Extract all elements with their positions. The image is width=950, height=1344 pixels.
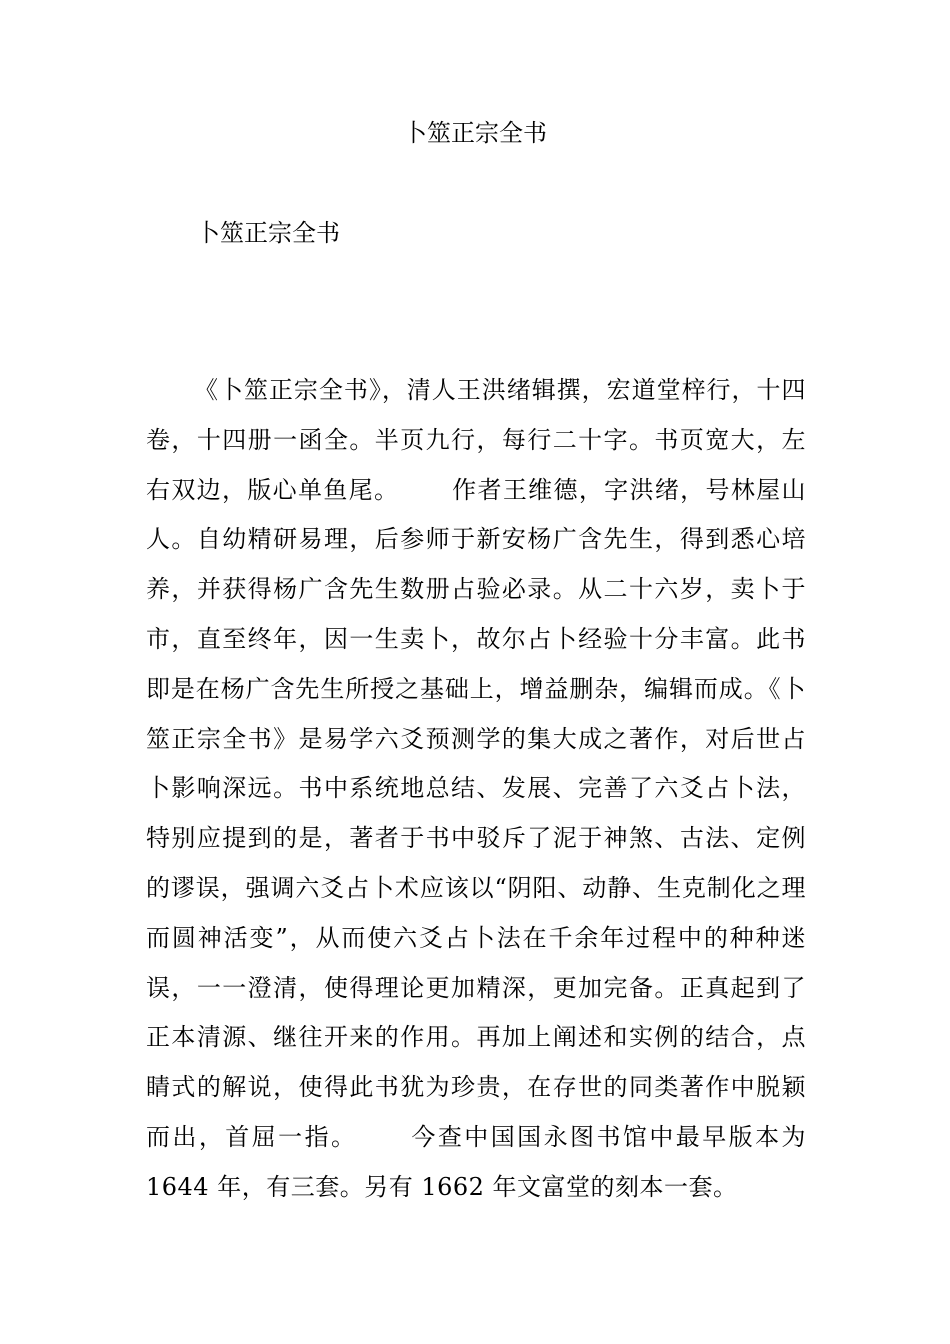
paragraph-intro: 《卜筮正宗全书》，清人王洪绪辑撰，宏道堂梓行，十四卷，十四册一函全。半页九行，每行二十字。书页宽大，左右双边，版心单鱼尾。: [146, 376, 806, 504]
paragraph-author: 作者王维德，字洪绪，号林屋山人。自幼精研易理，后参师于新安杨广含先生，得到悉心培养，并获得杨广含先生数册占验必录。从二十六岁，卖卜于市，直至终年，因一生卖卜，故尔占卜经验十分丰富。此书即是在杨广含先生所授之基础上，增益删杂，编辑而成。《卜筮正宗全书》是易学六爻预测学的集大成之著作，对后世占卜影响深远。书中系统地总结、发展、完善了六爻占卜法，特别应提到的是，著者于书中驳斥了泥于神煞、古法、定例的谬误，强调六爻占卜术应该以“阴阳、动静、生克制化之理而圆神活变”，从而使六爻占卜法在千余年过程中的种种迷误，一一澄清，使得理论更加精深，更加完备。正真起到了正本清源、继往开来的作用。再加上阐述和实例的结合，点睛式的解说，使得此书犹为珍贵，在存世的同类著作中脱颖而出，首屈一指。: [146, 475, 807, 1151]
document-body: [146, 366, 806, 1213]
paragraph-editions: 今查中国国永图书馆中最早版本为 1644 年，有三套。另有 1662 年文富堂的刻本一套。: [146, 1122, 807, 1201]
document-heading: 卜筮正宗全书: [196, 219, 340, 247]
document-title: 卜筮正宗全书: [403, 119, 547, 147]
